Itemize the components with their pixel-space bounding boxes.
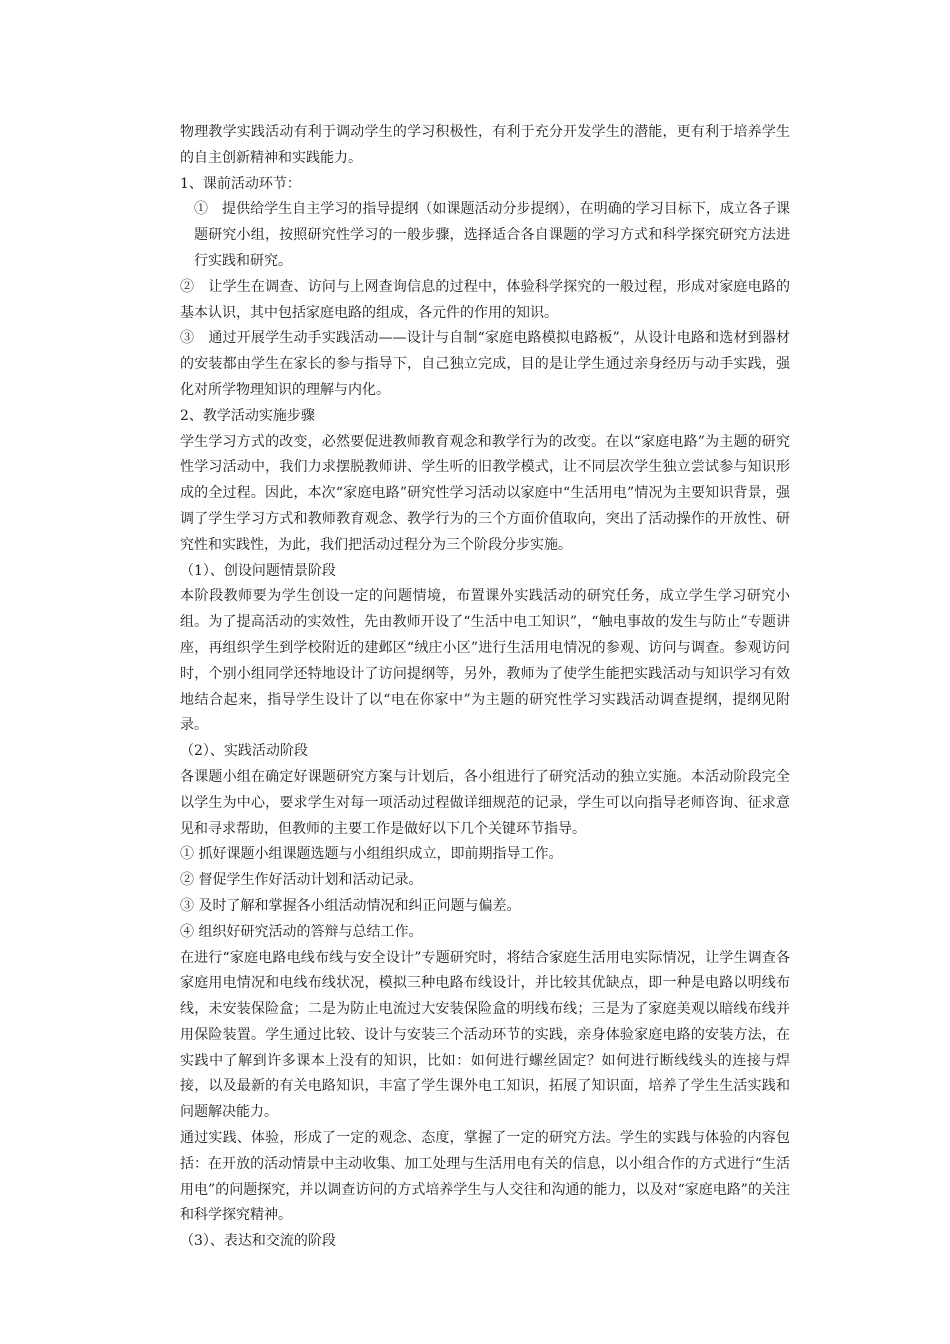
list-item: ③ 及时了解和掌握各小组活动情况和纠正问题与偏差。 — [180, 897, 521, 914]
list-item: ② 督促学生作好活动计划和活动记录。 — [180, 872, 423, 889]
list-item: ④ 组织好研究活动的答辩与总结工作。 — [180, 923, 423, 940]
body-paragraph: 本阶段教师要为学生创设一定的问题情境，布置课外实践活动的研究任务，成立学生学习研究小组。为了提高活动的实效性，先由教师开设了“生活中电工知识”，“触电事故的发生与防止”专题讲座，再组织学生到学校附近的建邺区“绒庄小区”进行生活用电情况的参观、访问与调查。参观访问时，个别小组同学还特地设计了访问提纲等，另外，教师为了使学生能把实践活动与知识学习有效地结合起来，指导学生设计了以“电在你家中”为主题的研究性学习实践活动调查提纲，提纲见附录。 — [180, 588, 790, 734]
subsection-heading-3: （3）、表达和交流的阶段 — [180, 1233, 336, 1250]
section-heading-pre-class: 1、课前活动环节： — [180, 175, 301, 192]
document-body — [180, 120, 790, 1255]
list-item: ② 让学生在调查、访问与上网查询信息的过程中，体验科学探究的一般过程，形成对家庭电路的基本认识，其中包括家庭电路的组成，各元件的作用的知识。 — [180, 278, 790, 321]
body-paragraph: 通过实践、体验，形成了一定的观念、态度，掌握了一定的研究方法。学生的实践与体验的内容包括：在开放的活动情景中主动收集、加工处理与生活用电有关的信息，以小组合作的方式进行“生活用电”的问题探究，并以调查访问的方式培养学生与人交往和沟通的能力，以及对“家庭电路”的关注和科学探究精神。 — [180, 1130, 790, 1224]
subsection-heading-1: （1）、创设问题情景阶段 — [180, 562, 336, 579]
list-item: ① 提供给学生自主学习的指导提纲（如课题活动分步提纲），在明确的学习目标下，成立各子课题研究小组，按照研究性学习的一般步骤，选择适合各自课题的学习方式和科学探究研究方法进行实践和研究。 — [194, 201, 790, 269]
body-paragraph: 学生学习方式的改变，必然要促进教师教育观念和教学行为的改变。在以“家庭电路”为主题的研究性学习活动中，我们力求摆脱教师讲、学生听的旧教学模式，让不同层次学生独立尝试参与知识形成的全过程。因此，本次“家庭电路”研究性学习活动以家庭中“生活用电”情况为主要知识背景，强调了学生学习方式和教师教育观念、教学行为的三个方面价值取向，突出了活动操作的开放性、研究性和实践性，为此，我们把活动过程分为三个阶段分步实施。 — [180, 433, 790, 553]
subsection-heading-2: （2）、实践活动阶段 — [180, 743, 308, 760]
section-heading-implementation: 2、教学活动实施步骤 — [180, 407, 315, 424]
body-paragraph: 在进行“家庭电路电线布线与安全设计”专题研究时，将结合家庭生活用电实际情况，让学生调查各家庭用电情况和电线布线状况，模拟三种电路布线设计，并比较其优缺点，即一种是电路以明线布线，未安装保险盒；二是为防止电流过大安装保险盒的明线布线；三是为了家庭美观以暗线布线并用保险装置。学生通过比较、设计与安装三个活动环节的实践，亲身体验家庭电路的安装方法，在实践中了解到许多课本上没有的知识，比如：如何进行螺丝固定？如何进行断线线头的连接与焊接，以及最新的有关电路知识，丰富了学生课外电工知识，拓展了知识面，培养了学生生活实践和问题解决能力。 — [180, 949, 790, 1121]
list-item: ③ 通过开展学生动手实践活动——设计与自制“家庭电路模拟电路板”，从设计电路和选材到器材的安装都由学生在家长的参与指导下，自己独立完成，目的是让学生通过亲身经历与动手实践，强化对所学物理知识的理解与内化。 — [180, 330, 790, 398]
intro-paragraph: 物理教学实践活动有利于调动学生的学习积极性，有利于充分开发学生的潜能，更有利于培养学生的自主创新精神和实践能力。 — [180, 124, 790, 166]
list-item: ① 抓好课题小组课题选题与小组组织成立，即前期指导工作。 — [180, 846, 563, 863]
body-paragraph: 各课题小组在确定好课题研究方案与计划后，各小组进行了研究活动的独立实施。本活动阶段完全以学生为中心，要求学生对每一项活动过程做详细规范的记录，学生可以向指导老师咨询、征求意见和寻求帮助，但教师的主要工作是做好以下几个关键环节指导。 — [180, 768, 790, 837]
